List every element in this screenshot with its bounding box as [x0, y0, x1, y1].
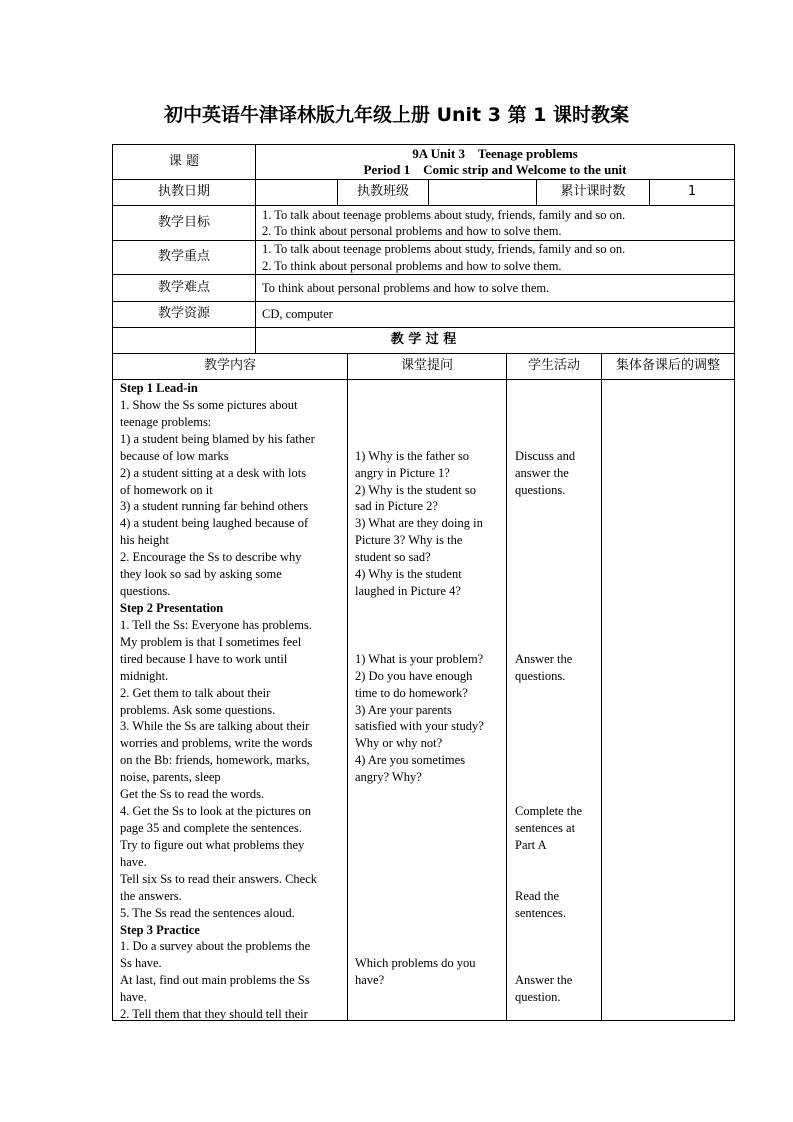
question-line: Why or why not?: [355, 736, 443, 751]
question-line: 3) Are your parents: [355, 702, 452, 717]
question-line: [355, 905, 507, 922]
key-point-2: 2. To think about personal problems and how to solve them.: [262, 258, 562, 273]
topic-line-2: Period 1 Comic strip and Welcome to the unit: [363, 162, 627, 177]
content-line: At last, find out main problems the Ss: [120, 973, 310, 988]
activity-line: [515, 752, 605, 769]
activity-line: [515, 515, 605, 532]
question-line: Picture 3? Why is the: [355, 533, 463, 548]
class-value: [429, 180, 536, 205]
activity-line: [515, 583, 605, 600]
content-line: 3) a student running far behind others: [120, 499, 309, 514]
content-line: Get the Ss to read the words.: [120, 787, 265, 802]
question-line: 2) Do you have enough: [355, 668, 473, 683]
question-line: Which problems do you: [355, 956, 476, 971]
activity-line: [515, 414, 605, 431]
content-line: 2) a student sitting at a desk with lots: [120, 465, 307, 480]
question-line: 3) What are they doing in: [355, 516, 483, 531]
question-line: [355, 854, 507, 871]
content-line: 2. Get them to talk about their: [120, 685, 271, 700]
activity-line: sentences at: [515, 820, 576, 835]
question-line: angry in Picture 1?: [355, 465, 450, 480]
question-line: [355, 837, 507, 854]
activity-line: [515, 955, 605, 972]
difficult-value: To think about personal problems and how to solve them.: [262, 280, 550, 295]
question-line: have?: [355, 973, 385, 988]
activity-line: [515, 735, 605, 752]
content-line: 2. Tell them that they should tell their: [120, 1007, 308, 1022]
activity-line: [515, 922, 605, 939]
key-points-list: [256, 241, 734, 274]
resources-label: 教学资源: [157, 306, 210, 322]
activity-line: question.: [515, 990, 561, 1005]
content-line: 4. Get the Ss to look at the pictures on: [120, 804, 311, 819]
content-line: page 35 and complete the sentences.: [120, 820, 302, 835]
content-line: 2. Encourage the Ss to describe why: [120, 550, 302, 565]
activity-line: [515, 431, 605, 448]
activity-line: Discuss and: [515, 448, 576, 463]
content-line: 4) a student being laughed because of: [120, 516, 309, 531]
lesson-count-value: 1: [687, 184, 697, 200]
content-line: his height: [120, 533, 169, 548]
activity-line: Part A: [515, 837, 547, 852]
content-line: My problem is that I sometimes feel: [120, 634, 302, 649]
activity-line: Read the: [515, 888, 560, 903]
document-title: 初中英语牛津译林版九年级上册 Unit 3 第 1 课时教案: [163, 104, 630, 126]
activity-line: answer the: [515, 465, 569, 480]
topic-value: [256, 145, 734, 179]
activity-line: Answer the: [515, 651, 573, 666]
question-line: 1) Why is the father so: [355, 448, 469, 463]
resources-value: CD, computer: [262, 307, 333, 322]
content-line: 1) a student being blamed by his father: [120, 431, 315, 446]
question-line: 2) Why is the student so: [355, 482, 476, 497]
question-line: student so sad?: [355, 550, 431, 565]
activity-line: [515, 769, 605, 786]
activity-line: Complete the: [515, 804, 582, 819]
goal-1: 1. To talk about teenage problems about study, friends, family and so on.: [262, 207, 626, 222]
activity-line: [515, 938, 605, 955]
goals-label: 教学目标: [157, 214, 210, 230]
content-line: 1. Show the Ss some pictures about: [120, 397, 298, 412]
activity-line: [515, 549, 605, 566]
content-line: noise, parents, sleep: [120, 770, 221, 785]
question-line: [355, 600, 507, 617]
question-line: 4) Why is the student: [355, 567, 462, 582]
content-line: because of low marks: [120, 448, 229, 463]
content-line: 3. While the Ss are talking about their: [120, 719, 310, 734]
column-header-adjustments: 集体备课后的调整: [615, 358, 720, 374]
question-line: [355, 380, 507, 397]
question-line: laughed in Picture 4?: [355, 584, 461, 599]
question-line: [355, 938, 507, 955]
key-points-label: 教学重点: [157, 249, 210, 265]
question-line: [355, 617, 507, 634]
question-line: [355, 803, 507, 820]
activity-line: [515, 786, 605, 803]
activity-line: [515, 397, 605, 414]
content-line: 1. Tell the Ss: Everyone has problems.: [120, 617, 312, 632]
question-line: 1) What is your problem?: [355, 651, 484, 666]
question-line: [355, 634, 507, 651]
teaching-content-column: [120, 380, 348, 1023]
content-line: on the Bb: friends, homework, marks,: [120, 753, 310, 768]
activity-line: [515, 702, 605, 719]
activity-line: [515, 854, 605, 871]
content-line: Step 2 Presentation: [120, 600, 224, 615]
difficult-label: 教学难点: [157, 279, 210, 295]
activity-line: [515, 617, 605, 634]
question-line: [355, 922, 507, 939]
question-line: [355, 786, 507, 803]
topic-line-1: 9A Unit 3 Teenage problems: [412, 146, 578, 161]
activity-line: questions.: [515, 668, 566, 683]
key-point-1: 1. To talk about teenage problems about study, friends, family and so on.: [262, 242, 626, 256]
activity-line: [515, 718, 605, 735]
content-line: have.: [120, 990, 147, 1005]
activity-line: [515, 532, 605, 549]
question-line: time to do homework?: [355, 685, 468, 700]
question-line: [355, 871, 507, 888]
content-line: Ss have.: [120, 956, 162, 971]
content-line: questions.: [120, 584, 171, 599]
topic-label: 课 题: [168, 153, 200, 169]
activity-line: [515, 871, 605, 888]
content-line: problems. Ask some questions.: [120, 702, 276, 717]
question-line: [355, 888, 507, 905]
activity-line: [515, 634, 605, 651]
question-line: [355, 397, 507, 414]
activity-line: Answer the: [515, 973, 573, 988]
content-line: the answers.: [120, 888, 182, 903]
process-heading: 教 学 过 程: [390, 332, 457, 348]
content-line: 5. The Ss read the sentences aloud.: [120, 905, 295, 920]
activity-line: [515, 498, 605, 515]
goals-list: [256, 206, 734, 240]
lesson-count-label: 累计课时数: [560, 184, 626, 200]
student-activities-column: [515, 380, 605, 1006]
content-line: they look so sad by asking some: [120, 567, 282, 582]
content-line: teenage problems:: [120, 414, 212, 429]
question-line: [355, 414, 507, 431]
content-line: have.: [120, 854, 147, 869]
content-line: worries and problems, write the words: [120, 736, 313, 751]
column-header-activities: 学生活动: [527, 358, 580, 374]
activity-line: [515, 685, 605, 702]
date-value: [256, 180, 337, 205]
question-line: [355, 431, 507, 448]
date-label: 执教日期: [157, 184, 210, 200]
content-line: tired because I have to work until: [120, 651, 288, 666]
question-line: [355, 820, 507, 837]
content-line: Step 1 Lead-in: [120, 381, 198, 395]
content-line: Step 3 Practice: [120, 922, 200, 937]
activity-line: sentences.: [515, 905, 567, 920]
activity-line: questions.: [515, 482, 566, 497]
question-line: satisfied with your study?: [355, 719, 484, 734]
question-line: angry? Why?: [355, 770, 422, 785]
question-line: 4) Are you sometimes: [355, 753, 466, 768]
question-line: sad in Picture 2?: [355, 499, 438, 514]
activity-line: [515, 600, 605, 617]
column-header-questions: 课堂提问: [400, 358, 453, 374]
activity-line: [515, 566, 605, 583]
column-header-content: 教学内容: [203, 358, 256, 374]
content-line: 1. Do a survey about the problems the: [120, 939, 311, 954]
content-line: of homework on it: [120, 482, 213, 497]
class-label: 执教班级: [356, 184, 409, 200]
content-line: midnight.: [120, 668, 169, 683]
content-line: Tell six Ss to read their answers. Check: [120, 871, 317, 886]
class-questions-column: [355, 380, 507, 989]
content-line: Try to figure out what problems they: [120, 837, 305, 852]
activity-line: [515, 380, 605, 397]
goal-2: 2. To think about personal problems and how to solve them.: [262, 224, 562, 238]
